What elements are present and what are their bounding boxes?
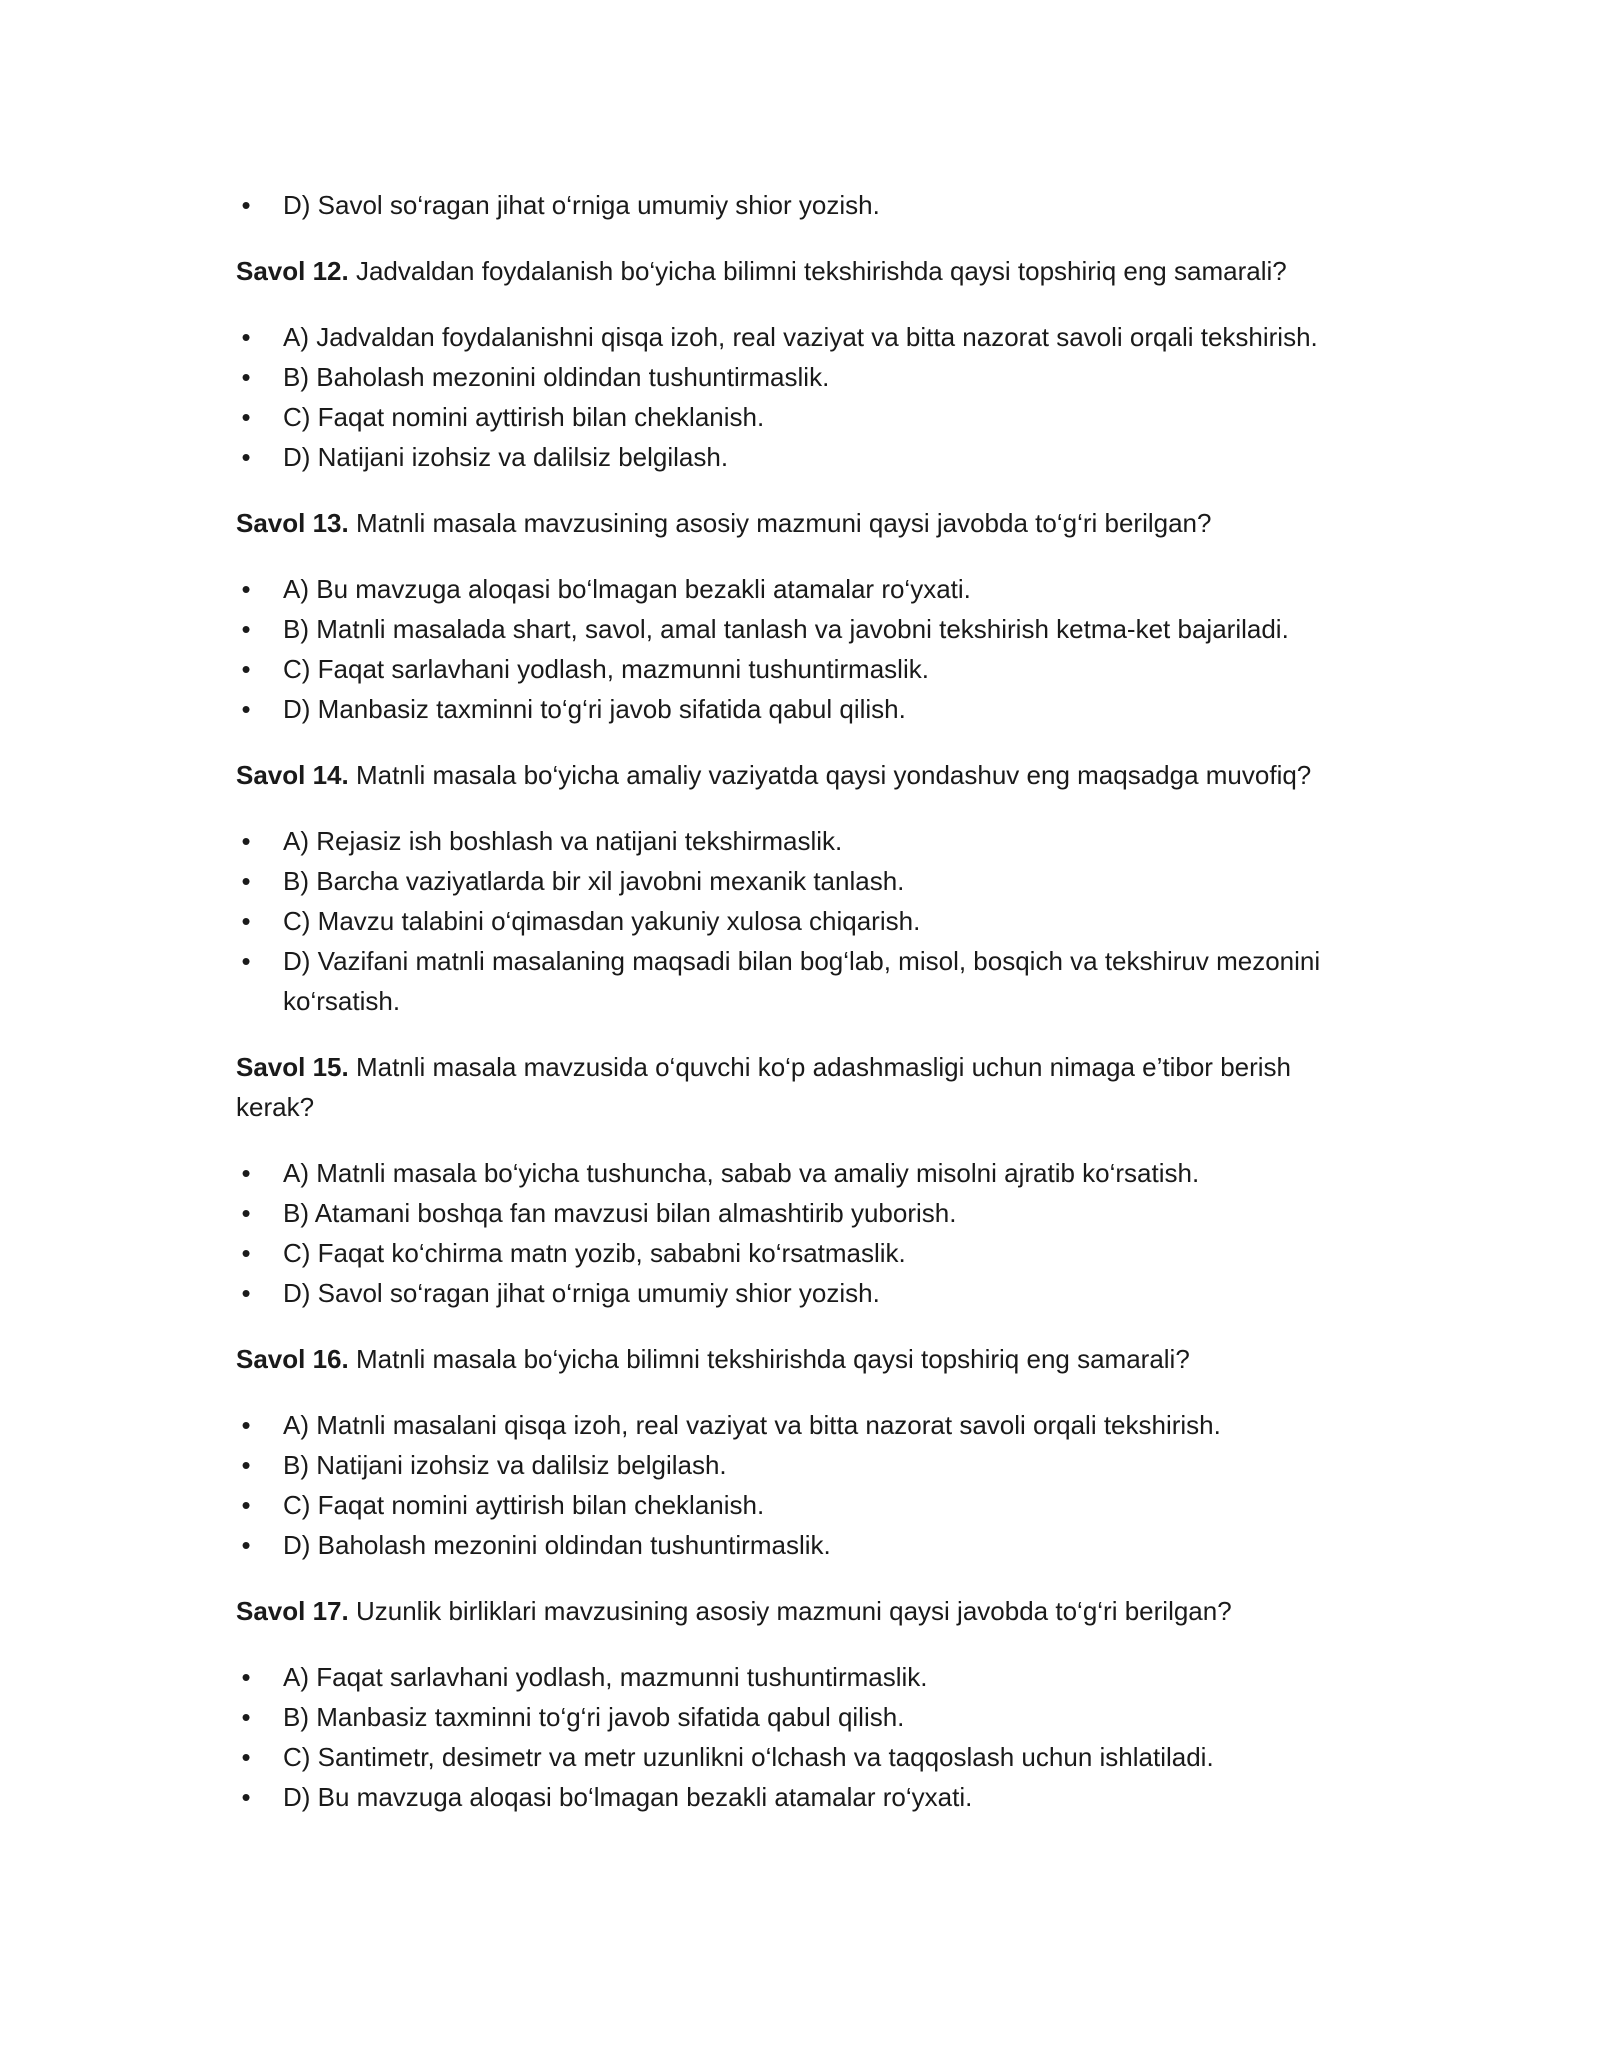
option-text: D) Savol so‘ragan jihat o‘rniga umumiy shior yozish. — [283, 190, 880, 220]
option-text: B) Barcha vaziyatlarda bir xil javobni mexanik tanlash. — [283, 866, 905, 896]
question-block-16 — [236, 1339, 1366, 1565]
bullet-icon: • — [241, 1742, 251, 1772]
question-15 — [236, 1047, 1366, 1127]
option-text: D) Vazifani matnli masalaning maqsadi bilan bog‘lab, misol, bosqich va tekshiruv mezonini ko‘rsatish. — [283, 946, 1321, 1016]
option-item — [236, 397, 1366, 437]
bullet-icon: • — [241, 694, 251, 724]
options-list — [236, 569, 1366, 729]
question-number: Savol 15. — [236, 1052, 349, 1082]
bullet-icon: • — [241, 574, 251, 604]
question-block-15 — [236, 1047, 1366, 1313]
question-17 — [236, 1591, 1366, 1631]
option-text: D) Natijani izohsiz va dalilsiz belgilash. — [283, 442, 729, 472]
option-item — [236, 689, 1366, 729]
question-number: Savol 14. — [236, 760, 349, 790]
bullet-icon: • — [241, 1278, 251, 1308]
question-13 — [236, 503, 1366, 543]
bullet-icon: • — [241, 906, 251, 936]
bullet-icon: • — [241, 362, 251, 392]
question-text: Matnli masala mavzusida o‘quvchi ko‘p adashmasligi uchun nimaga e’tibor berish kerak? — [236, 1052, 1292, 1122]
option-item — [236, 649, 1366, 689]
options-list — [236, 1405, 1366, 1565]
question-block-17 — [236, 1591, 1366, 1817]
bullet-icon: • — [241, 1450, 251, 1480]
option-text: D) Manbasiz taxminni to‘g‘ri javob sifatida qabul qilish. — [283, 694, 906, 724]
option-item — [236, 1445, 1366, 1485]
bullet-icon: • — [241, 826, 251, 856]
option-item — [236, 569, 1366, 609]
bullet-icon: • — [241, 614, 251, 644]
option-item — [236, 317, 1366, 357]
question-14 — [236, 755, 1366, 795]
bullet-icon: • — [241, 1238, 251, 1268]
question-number: Savol 12. — [236, 256, 349, 286]
option-text: D) Baholash mezonini oldindan tushuntirmaslik. — [283, 1530, 831, 1560]
option-item — [236, 1525, 1366, 1565]
option-text: B) Baholash mezonini oldindan tushuntirmaslik. — [283, 362, 830, 392]
option-item — [236, 821, 1366, 861]
bullet-icon: • — [241, 322, 251, 352]
option-item — [236, 1233, 1366, 1273]
option-text: A) Jadvaldan foydalanishni qisqa izoh, real vaziyat va bitta nazorat savoli orqali tekshirish. — [283, 322, 1318, 352]
question-block-12 — [236, 251, 1366, 477]
option-item — [236, 437, 1366, 477]
bullet-icon: • — [241, 402, 251, 432]
bullet-icon: • — [241, 1490, 251, 1520]
question-number: Savol 13. — [236, 508, 349, 538]
option-item — [236, 1273, 1366, 1313]
option-item — [236, 609, 1366, 649]
option-text: B) Manbasiz taxminni to‘g‘ri javob sifatida qabul qilish. — [283, 1702, 905, 1732]
document-page — [236, 185, 1366, 1843]
question-text: Matnli masala bo‘yicha bilimni tekshirishda qaysi topshiriq eng samarali? — [355, 1344, 1190, 1374]
option-text: B) Matnli masalada shart, savol, amal tanlash va javobni tekshirish ketma-ket bajariladi. — [283, 614, 1289, 644]
option-text: A) Matnli masala bo‘yicha tushuncha, sabab va amaliy misolni ajratib ko‘rsatish. — [283, 1158, 1200, 1188]
option-text: A) Rejasiz ish boshlash va natijani tekshirmaslik. — [283, 826, 843, 856]
question-number: Savol 17. — [236, 1596, 349, 1626]
option-text: C) Faqat nomini ayttirish bilan cheklanish. — [283, 402, 765, 432]
bullet-icon: • — [241, 1198, 251, 1228]
option-item — [236, 1737, 1366, 1777]
options-list — [236, 1153, 1366, 1313]
option-text: C) Faqat ko‘chirma matn yozib, sababni ko‘rsatmaslik. — [283, 1238, 906, 1268]
options-list — [236, 317, 1366, 477]
bullet-icon: • — [241, 1530, 251, 1560]
option-item — [236, 1657, 1366, 1697]
option-text: D) Savol so‘ragan jihat o‘rniga umumiy shior yozish. — [283, 1278, 880, 1308]
question-text: Uzunlik birliklari mavzusining asosiy mazmuni qaysi javobda to‘g‘ri berilgan? — [355, 1596, 1232, 1626]
bullet-icon: • — [241, 866, 251, 896]
question-16 — [236, 1339, 1366, 1379]
question-block-13 — [236, 503, 1366, 729]
option-item — [236, 1697, 1366, 1737]
option-item — [236, 1193, 1366, 1233]
option-text: A) Faqat sarlavhani yodlash, mazmunni tushuntirmaslik. — [283, 1662, 928, 1692]
option-item — [236, 357, 1366, 397]
option-item — [236, 1405, 1366, 1445]
option-item — [236, 1485, 1366, 1525]
option-text: D) Bu mavzuga aloqasi bo‘lmagan bezakli atamalar ro‘yxati. — [283, 1782, 973, 1812]
question-text: Jadvaldan foydalanish bo‘yicha bilimni tekshirishda qaysi topshiriq eng samarali? — [355, 256, 1287, 286]
bullet-icon: • — [241, 1702, 251, 1732]
bullet-icon: • — [241, 1410, 251, 1440]
question-12 — [236, 251, 1366, 291]
bullet-icon: • — [241, 1782, 251, 1812]
option-item — [236, 861, 1366, 901]
option-text: A) Matnli masalani qisqa izoh, real vaziyat va bitta nazorat savoli orqali tekshirish. — [283, 1410, 1221, 1440]
bullet-icon: • — [241, 1662, 251, 1692]
options-list — [236, 821, 1366, 1021]
option-text: B) Natijani izohsiz va dalilsiz belgilash. — [283, 1450, 727, 1480]
option-text: C) Faqat sarlavhani yodlash, mazmunni tushuntirmaslik. — [283, 654, 929, 684]
bullet-icon: • — [241, 654, 251, 684]
option-text: C) Santimetr, desimetr va metr uzunlikni o‘lchash va taqqoslash uchun ishlatiladi. — [283, 1742, 1214, 1772]
option-item — [236, 901, 1366, 941]
option-item — [236, 1777, 1366, 1817]
option-text: C) Faqat nomini ayttirish bilan cheklanish. — [283, 1490, 765, 1520]
option-text: C) Mavzu talabini o‘qimasdan yakuniy xulosa chiqarish. — [283, 906, 921, 936]
option-item — [236, 1153, 1366, 1193]
option-text: A) Bu mavzuga aloqasi bo‘lmagan bezakli atamalar ro‘yxati. — [283, 574, 971, 604]
option-text: B) Atamani boshqa fan mavzusi bilan almashtirib yuborish. — [283, 1198, 957, 1228]
bullet-icon: • — [241, 946, 251, 976]
options-list — [236, 1657, 1366, 1817]
bullet-icon: • — [241, 190, 251, 220]
bullet-icon: • — [241, 1158, 251, 1188]
question-text: Matnli masala mavzusining asosiy mazmuni qaysi javobda to‘g‘ri berilgan? — [355, 508, 1212, 538]
question-block-14 — [236, 755, 1366, 1021]
leading-options-list — [236, 185, 1366, 225]
bullet-icon: • — [241, 442, 251, 472]
option-item — [236, 185, 1366, 225]
question-number: Savol 16. — [236, 1344, 349, 1374]
option-item — [236, 941, 1366, 1021]
question-text: Matnli masala bo‘yicha amaliy vaziyatda qaysi yondashuv eng maqsadga muvofiq? — [355, 760, 1312, 790]
